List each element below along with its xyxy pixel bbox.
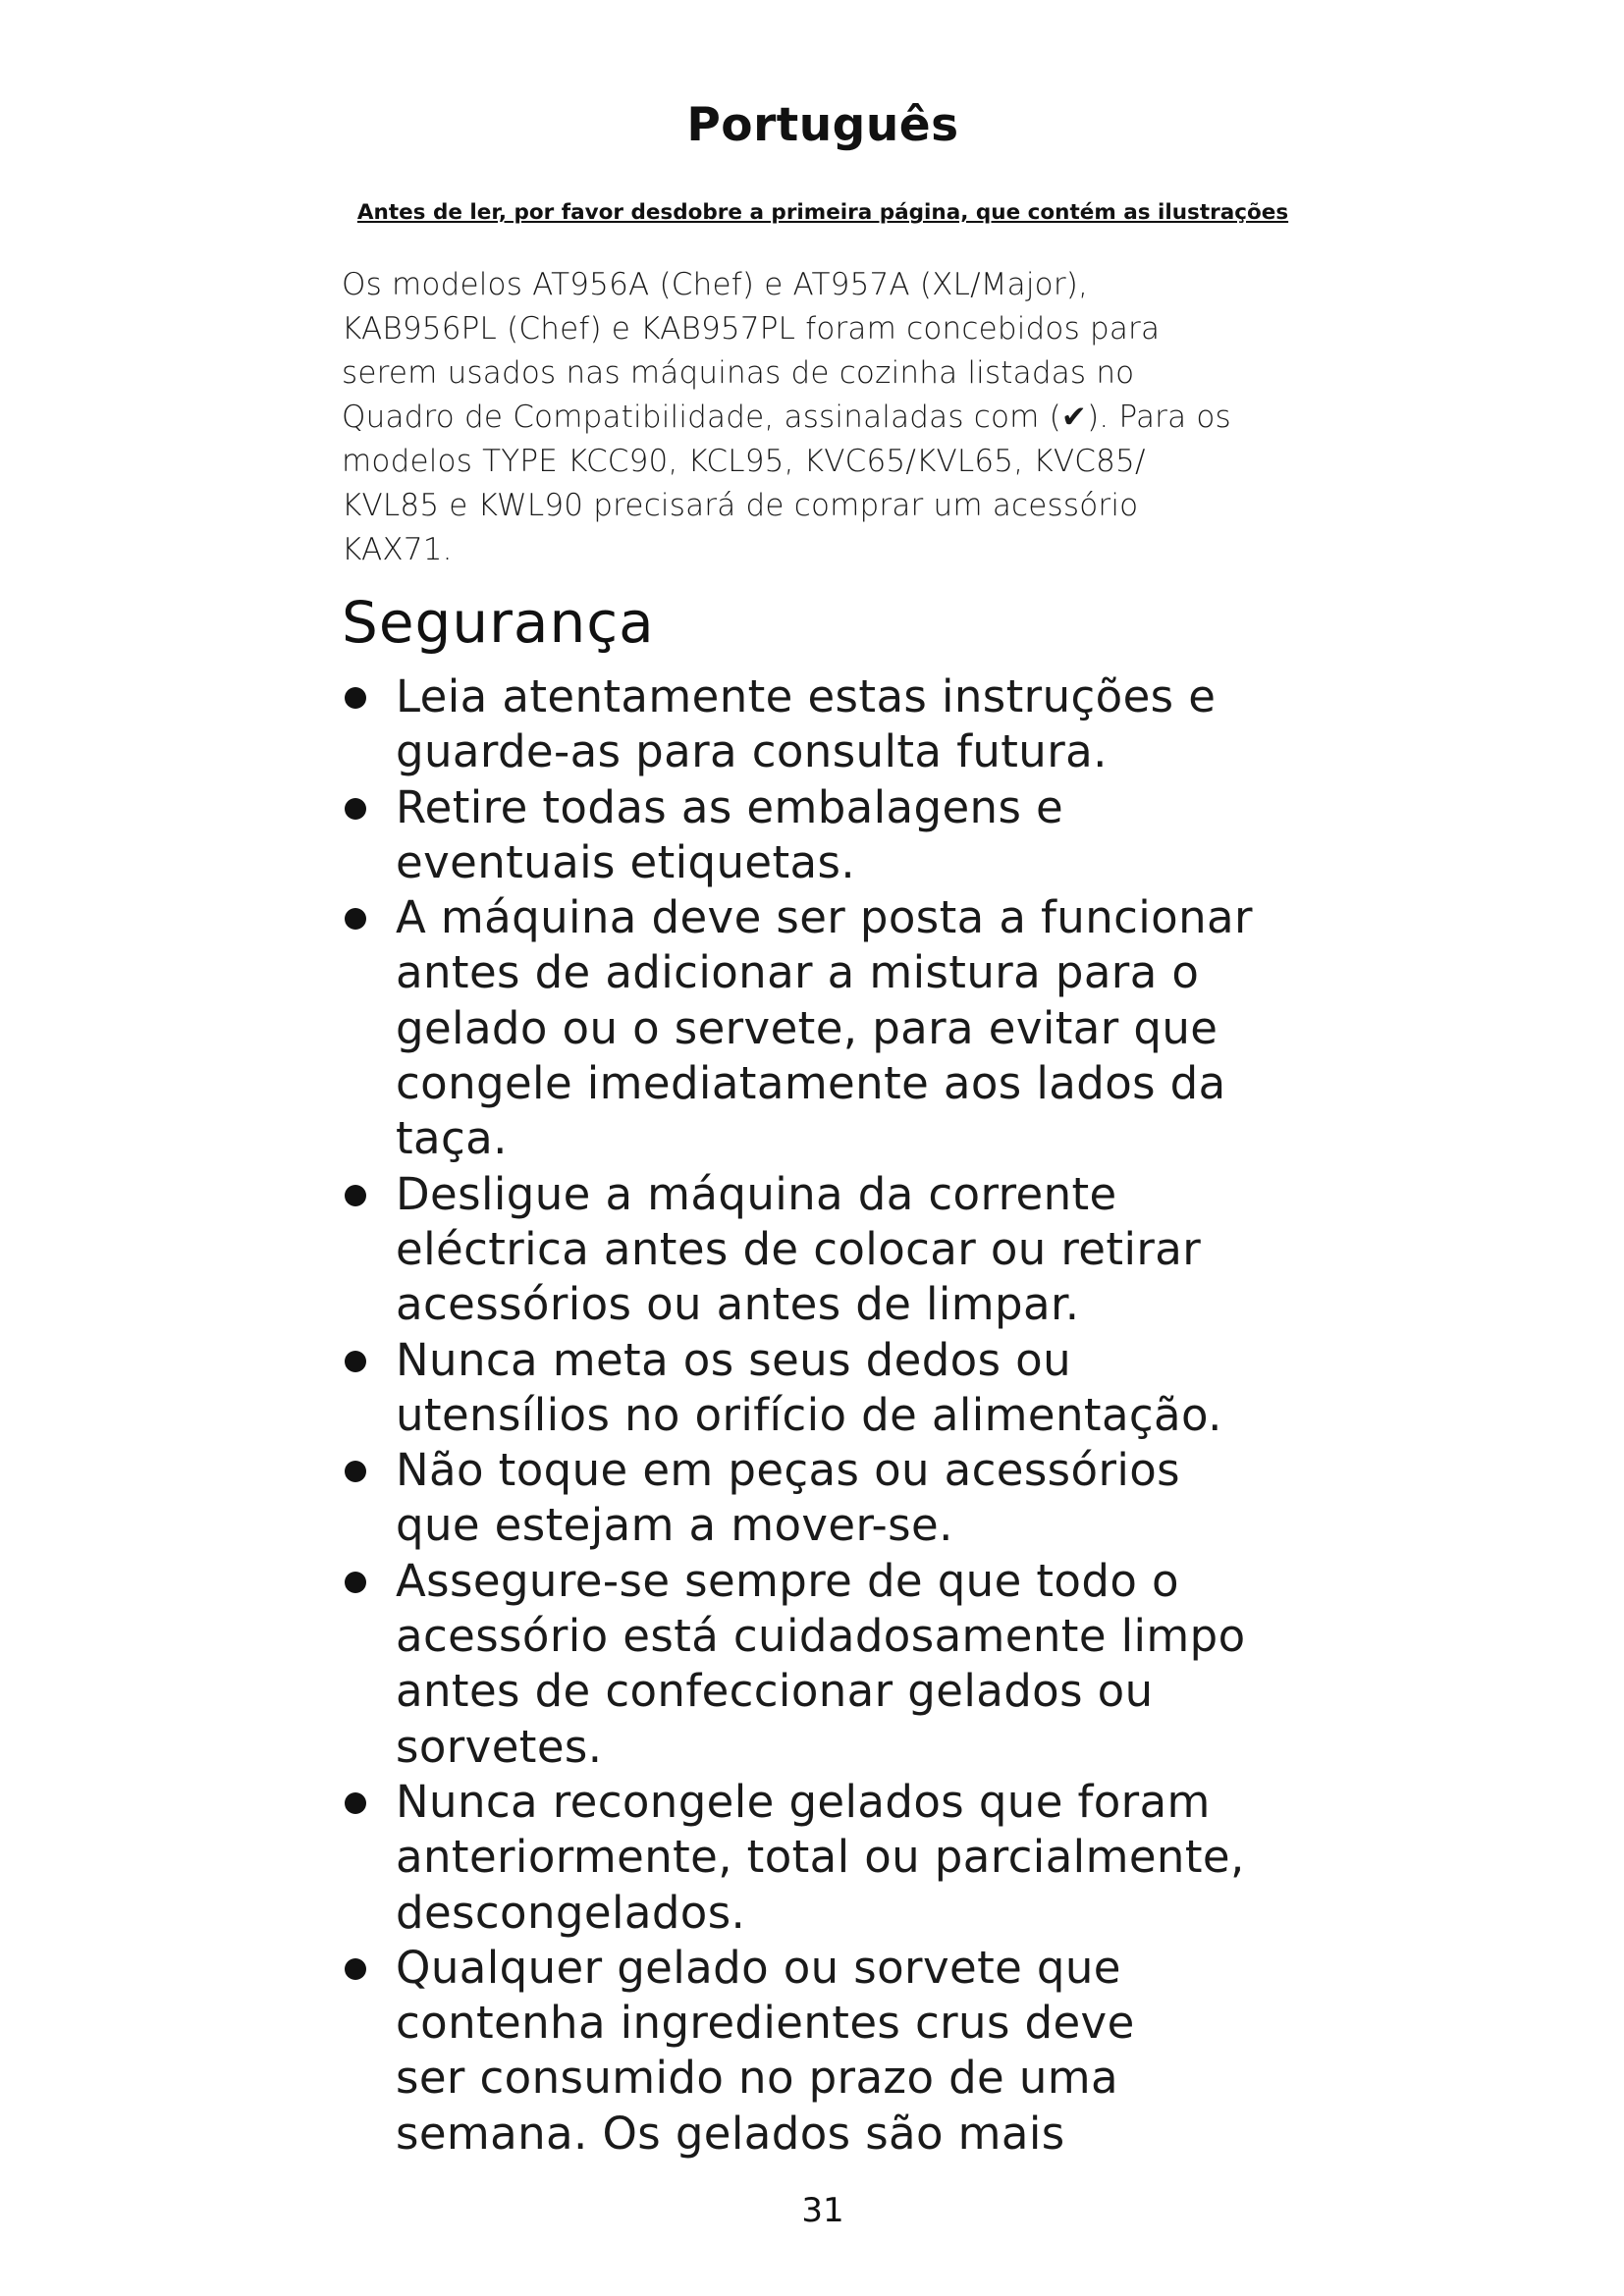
bullet-icon: [345, 1185, 366, 1206]
safety-item: [342, 1443, 1324, 1554]
bullet-icon: [345, 1958, 366, 1980]
bullet-icon: [345, 687, 366, 709]
safety-item-line: semana. Os gelados são mais: [396, 2107, 1065, 2160]
safety-item-line: sorvetes.: [396, 1720, 603, 1773]
safety-item-line: acessórios ou antes de limpar.: [396, 1278, 1080, 1331]
intro-line: KVL85 e KWL90 precisará de comprar um acessório: [342, 488, 1139, 523]
safety-list: [342, 669, 1324, 2162]
safety-heading: Segurança: [342, 589, 655, 656]
intro-line: Quadro de Compatibilidade, assinaladas com (✔). Para os: [342, 400, 1231, 435]
unfold-notice: Antes de ler, por favor desdobre a primeira página, que contém as ilustrações: [356, 200, 1289, 225]
intro-line: modelos TYPE KCC90, KCL95, KVC65/KVL65, KVC85/: [342, 444, 1146, 479]
safety-item-line: ser consumido no prazo de uma: [396, 2052, 1118, 2105]
bullet-icon: [345, 1461, 366, 1482]
bullet-icon: [345, 1792, 366, 1814]
safety-item-line: anteriormente, total ou parcialmente,: [396, 1831, 1245, 1884]
bullet-icon: [345, 798, 366, 820]
safety-item: [342, 1333, 1324, 1444]
intro-line: Os modelos AT956A (Chef) e AT957A (XL/Major),: [342, 267, 1089, 302]
page-number: 31: [801, 2191, 844, 2230]
safety-item-line: acessório está cuidadosamente limpo: [396, 1610, 1246, 1663]
intro-paragraph: [342, 263, 1324, 572]
safety-item-line: utensílios no orifício de alimentação.: [396, 1388, 1222, 1441]
safety-item-line: taça.: [396, 1112, 508, 1165]
safety-item-line: antes de adicionar a mistura para o: [396, 946, 1200, 999]
safety-item-line: congele imediatamente aos lados da: [396, 1057, 1226, 1110]
safety-item-line: Qualquer gelado ou sorvete que: [396, 1941, 1121, 1994]
intro-line: KAX71.: [342, 532, 453, 567]
bullet-icon: [345, 908, 366, 930]
safety-item: [342, 669, 1324, 780]
safety-item-line: que estejam a mover-se.: [396, 1499, 953, 1552]
intro-line: serem usados nas máquinas de cozinha listadas no: [342, 355, 1135, 391]
safety-item: [342, 1775, 1324, 1941]
safety-item: [342, 1167, 1324, 1333]
safety-item-line: eventuais etiquetas.: [396, 835, 856, 888]
safety-item-line: Assegure-se sempre de que todo o: [396, 1554, 1179, 1607]
safety-item: [342, 780, 1324, 891]
safety-item-line: eléctrica antes de colocar ou retirar: [396, 1222, 1202, 1275]
bullet-icon: [345, 1351, 366, 1372]
safety-item-line: Nunca meta os seus dedos ou: [396, 1333, 1071, 1386]
safety-item-line: Leia atentamente estas instruções e: [396, 670, 1217, 722]
safety-item-line: Retire todas as embalagens e: [396, 780, 1064, 833]
safety-item-line: Nunca recongele gelados que foram: [396, 1775, 1211, 1828]
safety-item-line: guarde-as para consulta futura.: [396, 725, 1108, 778]
safety-item: [342, 890, 1324, 1166]
safety-item-line: Desligue a máquina da corrente: [396, 1167, 1117, 1220]
intro-line: KAB956PL (Chef) e KAB957PL foram concebidos para: [342, 311, 1161, 347]
language-title: Português: [686, 98, 959, 152]
safety-item-line: descongelados.: [396, 1886, 746, 1939]
bullet-icon: [345, 1572, 366, 1593]
safety-item-line: gelado ou o servete, para evitar que: [396, 1001, 1218, 1054]
safety-item-line: A máquina deve ser posta a funcionar: [396, 891, 1253, 944]
safety-item-line: contenha ingredientes crus deve: [396, 1997, 1135, 2050]
safety-item-line: Não toque em peças ou acessórios: [396, 1444, 1181, 1497]
safety-item: [342, 1554, 1324, 1775]
safety-item: [342, 1941, 1324, 2162]
safety-item-line: antes de confeccionar gelados ou: [396, 1665, 1154, 1718]
